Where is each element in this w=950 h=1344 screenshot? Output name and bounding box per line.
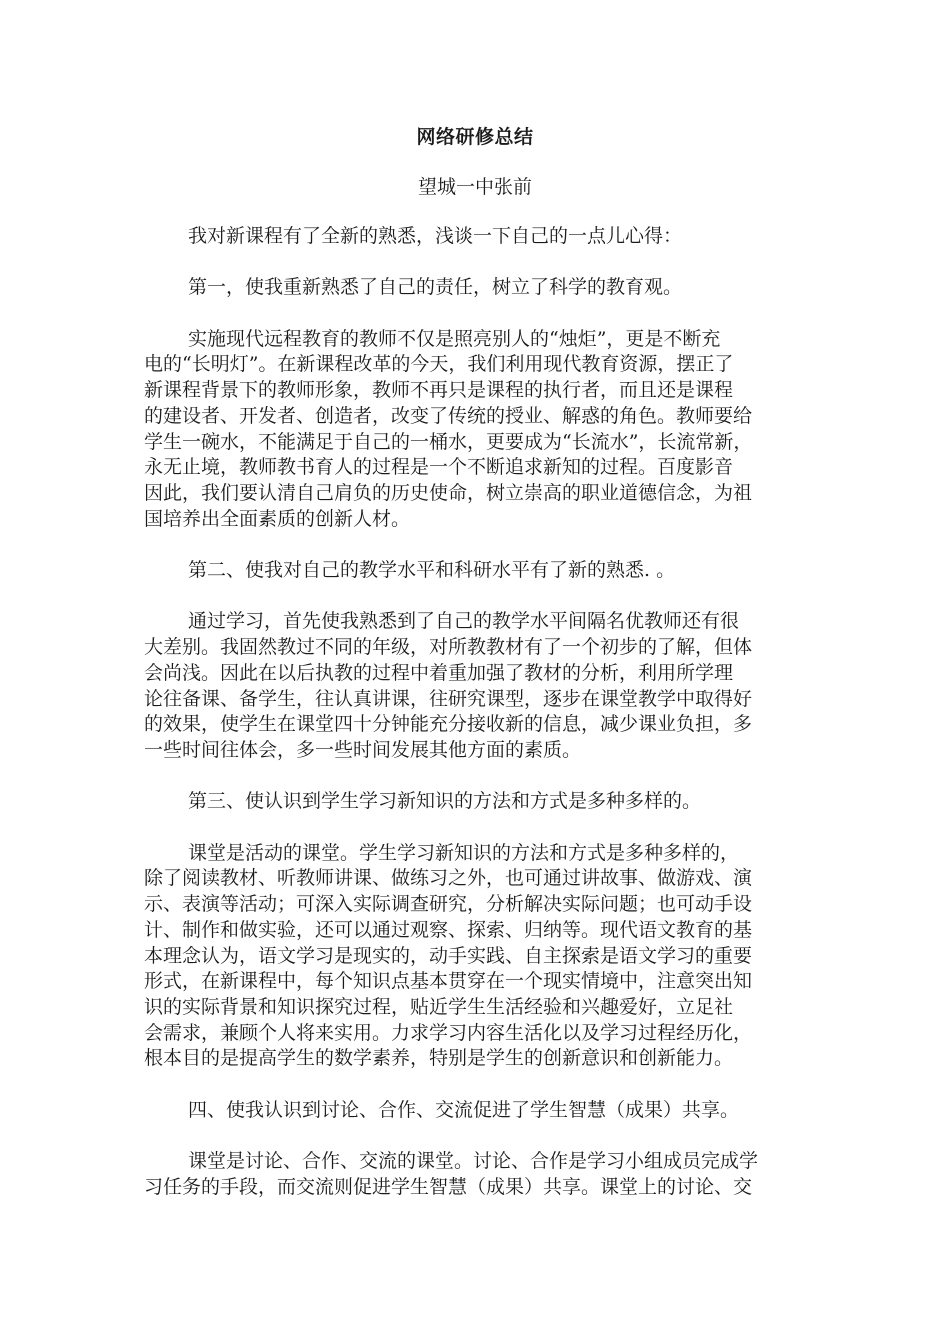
paragraph: [144, 558, 808, 584]
text-line: 因此，我们要认清自己肩负的历史使命，树立崇高的职业道德信念，为祖: [144, 482, 753, 504]
document-title: 网络研修总结: [416, 126, 534, 148]
paragraph-spacer: [144, 815, 808, 841]
text-line: 第三、使认识到学生学习新知识的方法和方式是多种多样的。: [188, 790, 702, 813]
text-line: 的建设者、开发者、创造者，改变了传统的授业、解惑的角色。教师要给: [144, 404, 753, 427]
paragraph: [144, 327, 808, 533]
paragraph: [144, 275, 808, 301]
text-line: 本理念认为，语文学习是现实的，动手实践、自主探索是语文学习的重要: [144, 944, 753, 967]
text-line: 第二、使我对自己的教学水平和科研水平有了新的熟悉. 。: [188, 559, 676, 582]
text-line: 实施现代远程教育的教师不仅是照亮别人的“烛炬”，更是不断充: [188, 327, 721, 350]
paragraph-spacer: [144, 532, 808, 558]
paragraph-spacer: [144, 250, 808, 276]
paragraph-spacer: [144, 764, 808, 790]
paragraph-spacer: [144, 1072, 808, 1098]
text-line: 一些时间往体会，多一些时间发展其他方面的素质。: [144, 739, 582, 761]
text-line: 习任务的手段，而交流则促进学生智慧（成果）共享。课堂上的讨论、交: [144, 1175, 753, 1198]
paragraph: [144, 609, 808, 763]
paragraph: [144, 224, 808, 250]
document-author: 望城一中张前: [417, 176, 532, 198]
text-line: 电的“长明灯”。在新课程改革的今天，我们利用现代教育资源，摆正了: [144, 353, 734, 376]
text-line: 四、使我认识到讨论、合作、交流促进了学生智慧（成果）共享。: [188, 1098, 740, 1121]
text-line: 课堂是讨论、合作、交流的课堂。讨论、合作是学习小组成员完成学: [188, 1150, 759, 1173]
text-line: 永无止境，教师教书育人的过程是一个不断追求新知的过程。百度影音: [144, 456, 734, 479]
text-line: 国培养出全面素质的创新人材。: [144, 507, 411, 530]
paragraph-spacer: [144, 1124, 808, 1150]
paragraph: [144, 1149, 808, 1200]
text-line: 课堂是活动的课堂。学生学习新知识的方法和方式是多种多样的，: [188, 841, 740, 864]
text-line: 新课程背景下的教师形象，教师不再只是课程的执行者，而且还是课程: [144, 379, 734, 402]
document-body: [144, 224, 808, 1201]
text-line: 第一，使我重新熟悉了自己的责任，树立了科学的教育观。: [188, 276, 683, 299]
paragraph: [144, 841, 808, 1072]
paragraph-spacer: [144, 584, 808, 610]
text-line: 根本目的是提高学生的数学素养，特别是学生的创新意识和创新能力。: [144, 1047, 734, 1070]
paragraph: [144, 789, 808, 815]
text-line: 大差别。我固然教过不同的年级，对所教教材有了一个初步的了解，但体: [144, 636, 753, 659]
text-line: 除了阅读教材、听教师讲课、做练习之外，也可通过讲故事、做游戏、演: [144, 867, 753, 890]
text-line: 计、制作和做实验，还可以通过观察、探索、归纳等。现代语文教育的基: [144, 918, 753, 941]
text-line: 示、表演等活动；可深入实际调查研究，分析解决实际问题；也可动手设: [144, 893, 753, 916]
text-line: 识的实际背景和知识探究过程，贴近学生生活经验和兴趣爱好，立足社: [144, 996, 734, 1018]
text-line: 的效果，使学生在课堂四十分钟能充分接收新的信息，减少课业负担，多: [144, 713, 753, 736]
text-line: 通过学习，首先使我熟悉到了自己的教学水平间隔名优教师还有很: [188, 610, 740, 633]
text-line: 论往备课、备学生，往认真讲课，往研究课型，逐步在课堂教学中取得好: [144, 687, 753, 710]
text-line: 我对新课程有了全新的熟悉，浅谈一下自己的一点儿心得：: [188, 225, 683, 247]
text-line: 形式，在新课程中，每个知识点基本贯穿在一个现实情境中，注意突出知: [144, 970, 753, 993]
paragraph-spacer: [144, 301, 808, 327]
text-line: 学生一碗水，不能满足于自己的一桶水，更要成为“长流水”，长流常新，: [144, 430, 753, 453]
text-line: 会尚浅。因此在以后执教的过程中着重加强了教材的分析，利用所学理: [144, 661, 734, 684]
paragraph: [144, 1098, 808, 1124]
text-line: 会需求，兼顾个人将来实用。力求学习内容生活化以及学习过程经历化，: [144, 1021, 753, 1044]
